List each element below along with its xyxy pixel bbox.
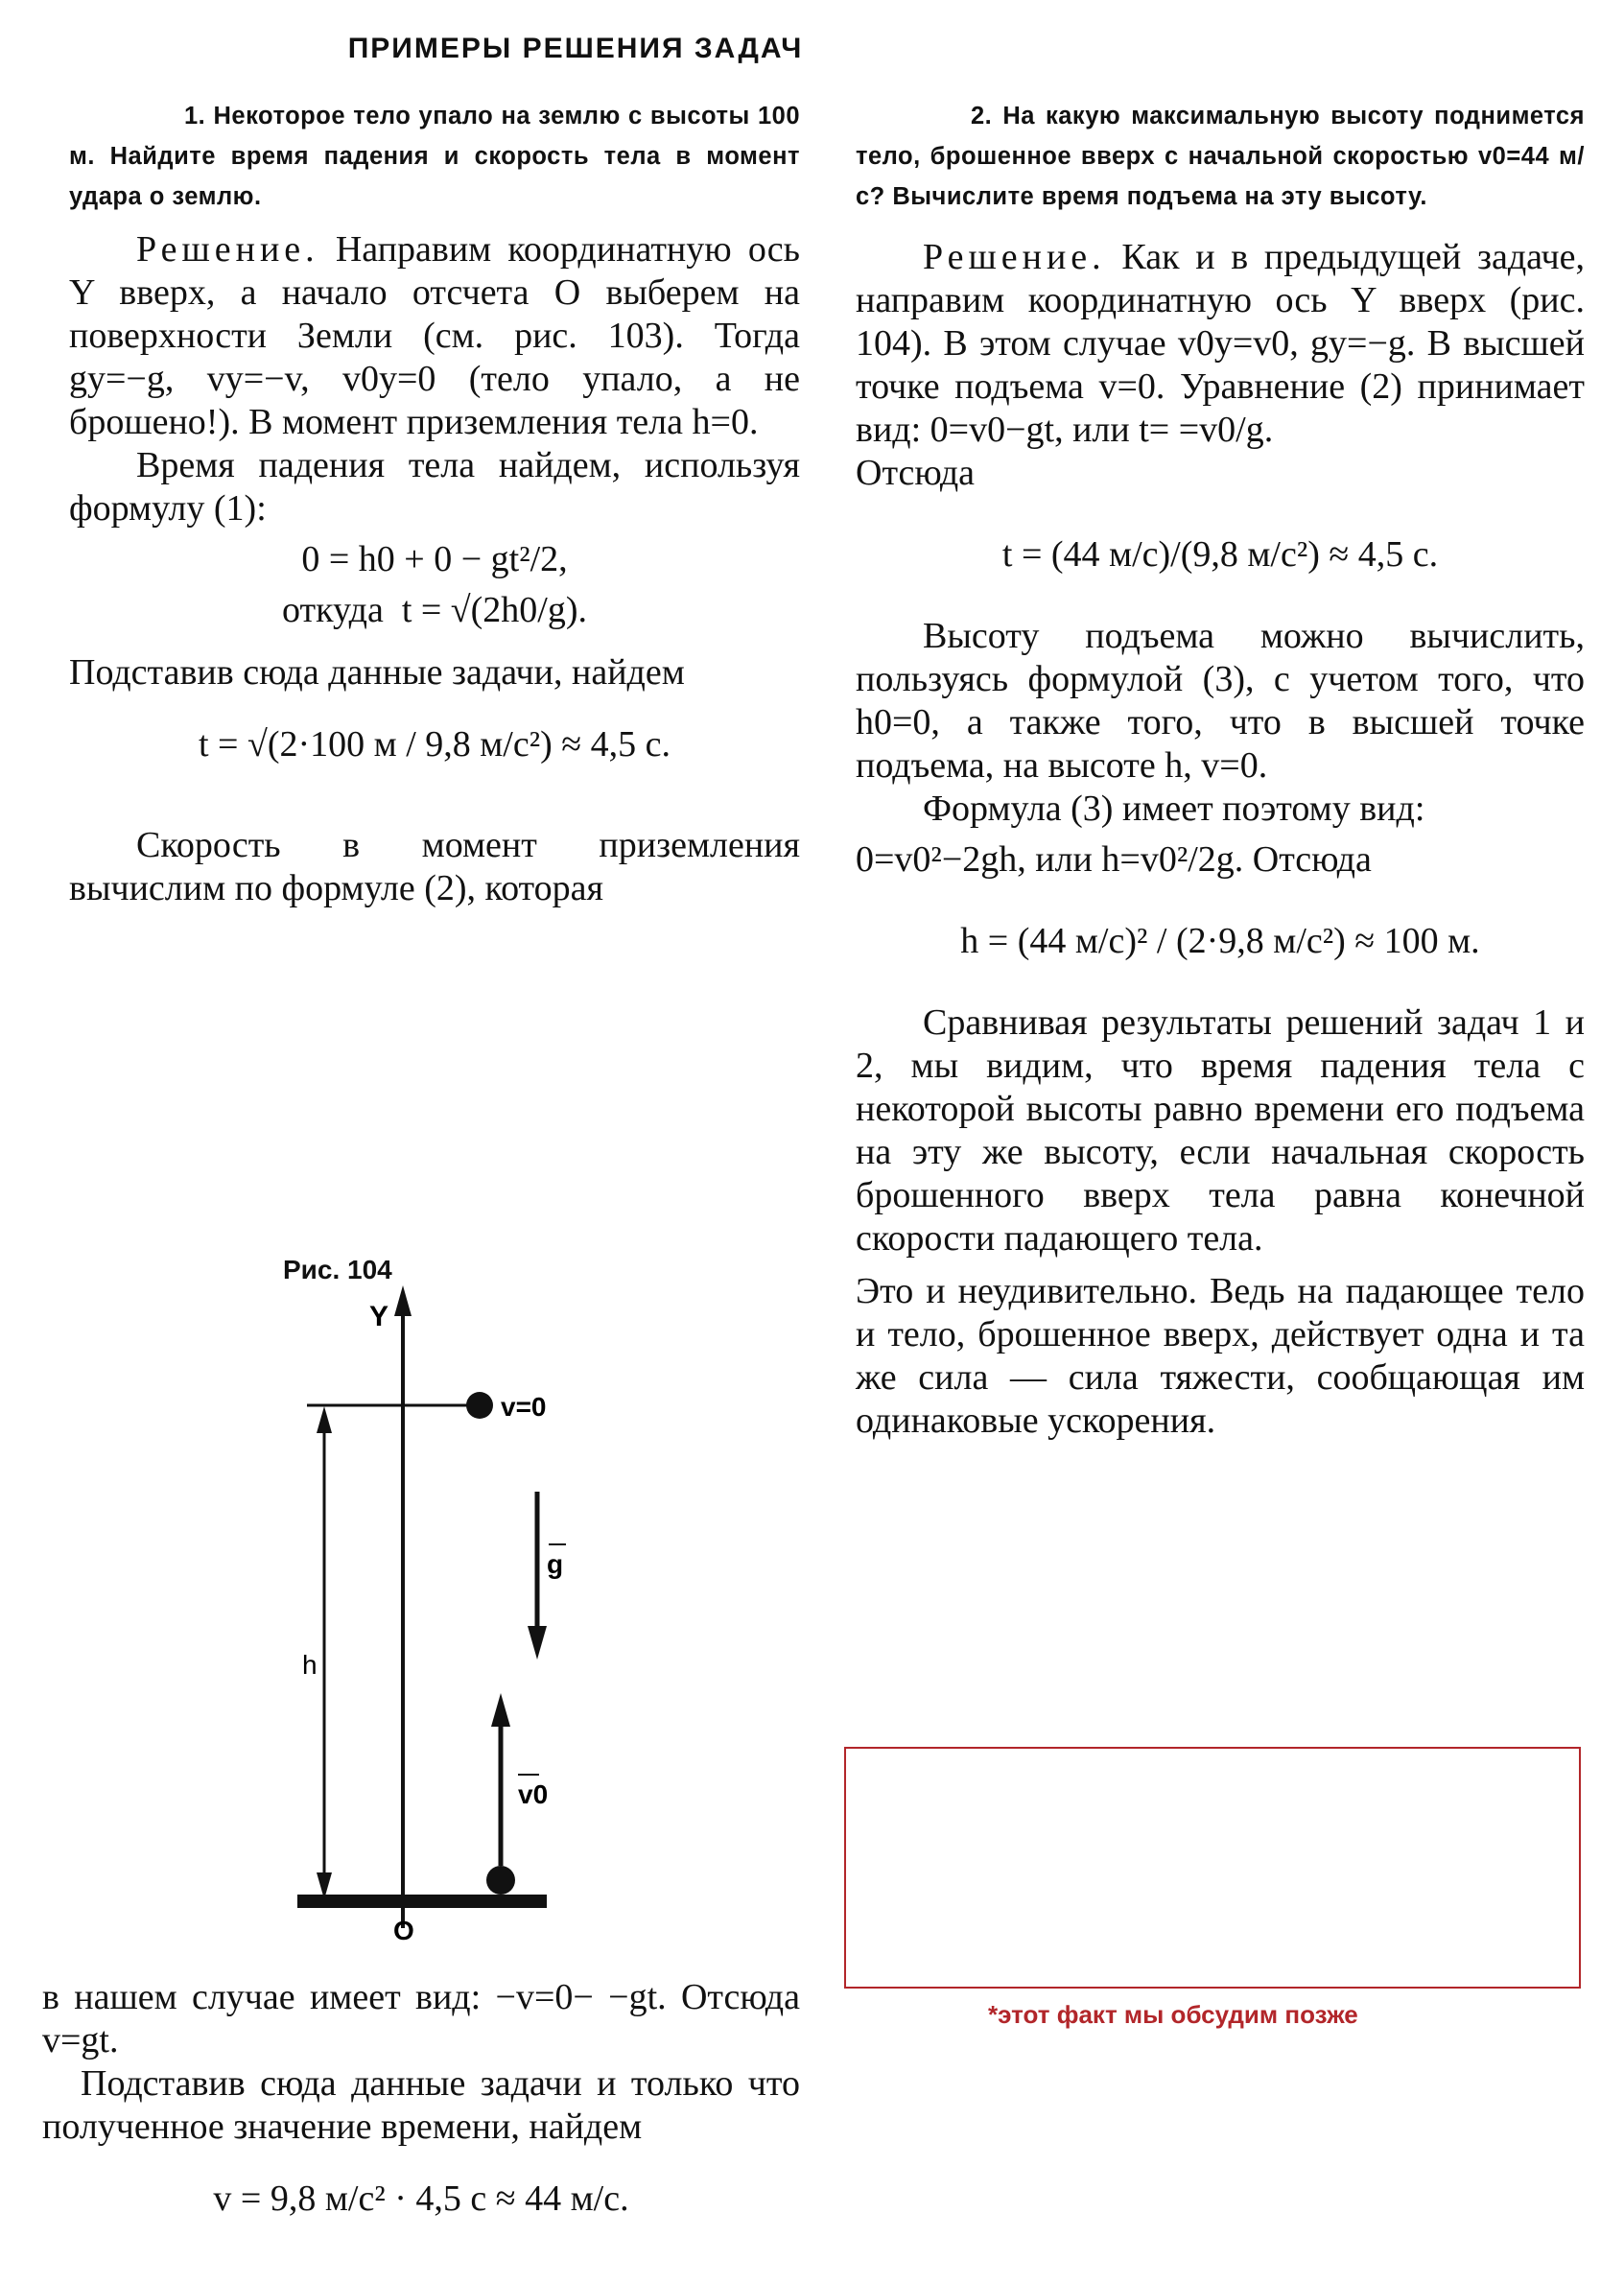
height-arrow-up: [317, 1406, 332, 1433]
problem-1-paragraph-3: Подставив сюда данные задачи, найдем: [69, 652, 685, 693]
problem-1-paragraph-6: Подставив сюда данные задачи и только что полученное значение времени, найдем: [42, 2063, 800, 2147]
solution-text: Направим координатную ось Y вверх, а начало отсчета O выберем на поверхности Земли (см. рис. 103). Тогда gy=−g, vy=−v, v0y=0 (тело упало, а не брошено!). В момент приземления тела h=0.: [69, 229, 800, 442]
problem-2-paragraph-3: Высоту подъема можно вычислить, пользуясь формулой (3), с учетом того, что h0=0, а также того, что в высшей точке подъема, на высоте h, v=0.: [856, 616, 1585, 786]
g-vector-label: g: [547, 1549, 564, 1579]
v0-vector-arrow: [491, 1693, 510, 1727]
problem-2-paragraph-2: Отсюда: [856, 453, 976, 493]
height-label: h: [302, 1650, 318, 1680]
ball-top: [466, 1392, 493, 1419]
figure-104: [278, 1257, 585, 1947]
problem-1-paragraph-4: Скорость в момент приземления вычислим по формуле (2), которая: [69, 825, 800, 908]
top-velocity-label: v=0: [501, 1392, 547, 1422]
formula-time: t = √(2h0/g).: [401, 590, 588, 630]
solution-word: Решение.: [136, 229, 319, 270]
y-axis-arrow: [394, 1285, 412, 1316]
formula-rise-time: t = (44 м/с)/(9,8 м/с²) ≈ 4,5 с.: [1001, 534, 1439, 575]
left-column: [69, 96, 800, 910]
problem-1-paragraph-2: Время падения тела найдем, используя формулу (1):: [69, 445, 800, 529]
right-column: [856, 96, 1585, 1443]
y-axis-label: Y: [369, 1301, 389, 1332]
g-vector-arrow: [528, 1626, 547, 1660]
problem-1-paragraph-5: в нашем случае имеет вид: −v=0− −gt. Отсюда v=gt.: [42, 1977, 800, 2060]
formula-height-numeric: h = (44 м/с)² / (2·9,8 м/с²) ≈ 100 м.: [960, 921, 1480, 961]
problem-2-paragraph-5: Сравнивая результаты решений задач 1 и 2, мы видим, что время падения тела с некоторой высоты равно времени его подъема на эту же высоту, если начальная скорость брошенного вверх тела равна конечной скорости падающего тела.: [856, 1002, 1585, 1259]
solution-word: Решение.: [923, 237, 1106, 277]
page-title: ПРИМЕРЫ РЕШЕНИЯ ЗАДАЧ: [347, 33, 804, 64]
formula-fall-equation: 0 = h0 + 0 − gt²/2,: [301, 539, 568, 579]
problem-2-statement: 2. На какую максимальную высоту поднимется тело, брошенное вверх с начальной скоростью v0=44 м/с? Вычислите время подъема на эту высоту.: [856, 103, 1585, 210]
highlight-box: [844, 1747, 1581, 1989]
ground: [297, 1895, 547, 1908]
v0-vector-label: v0: [518, 1779, 549, 1809]
solution-text: Как и в предыдущей задаче, направим координатную ось Y вверх (рис. 104). В этом случае v0y=v0, gy=−g. В высшей точке подъема v=0. Уравнение (2) принимает вид: 0=v0−gt, или t= =v0/g.: [856, 237, 1585, 450]
figure-label: Рис. 104: [283, 1255, 392, 1284]
origin-label: O: [393, 1916, 414, 1945]
formula-prefix: откуда: [281, 590, 384, 630]
ball-bottom: [486, 1866, 515, 1895]
formula-velocity-numeric: v = 9,8 м/с² · 4,5 с ≈ 44 м/с.: [213, 2178, 629, 2219]
footnote: *этот факт мы обсудим позже: [988, 2000, 1358, 2029]
formula-time-general: [69, 589, 800, 632]
problem-1-statement: 1. Некоторое тело упало на землю с высоты 100 м. Найдите время падения и скорость тела в момент удара о землю.: [69, 103, 800, 210]
formula-time-numeric: t = √(2·100 м / 9,8 м/с²) ≈ 4,5 с.: [199, 724, 671, 765]
formula-height-general: 0=v0²−2gh, или h=v0²/2g. Отсюда: [856, 839, 1372, 880]
left-column-bottom: [42, 1976, 800, 2228]
problem-2-paragraph-6: Это и неудивительно. Ведь на падающее тело и тело, брошенное вверх, действует одна и та же сила — сила тяжести, сообщающая им одинаковые ускорения.: [856, 1271, 1585, 1441]
problem-1-solution: [69, 228, 800, 444]
problem-2-paragraph-4: Формула (3) имеет поэтому вид:: [923, 789, 1425, 829]
problem-2-solution: [856, 236, 1585, 452]
